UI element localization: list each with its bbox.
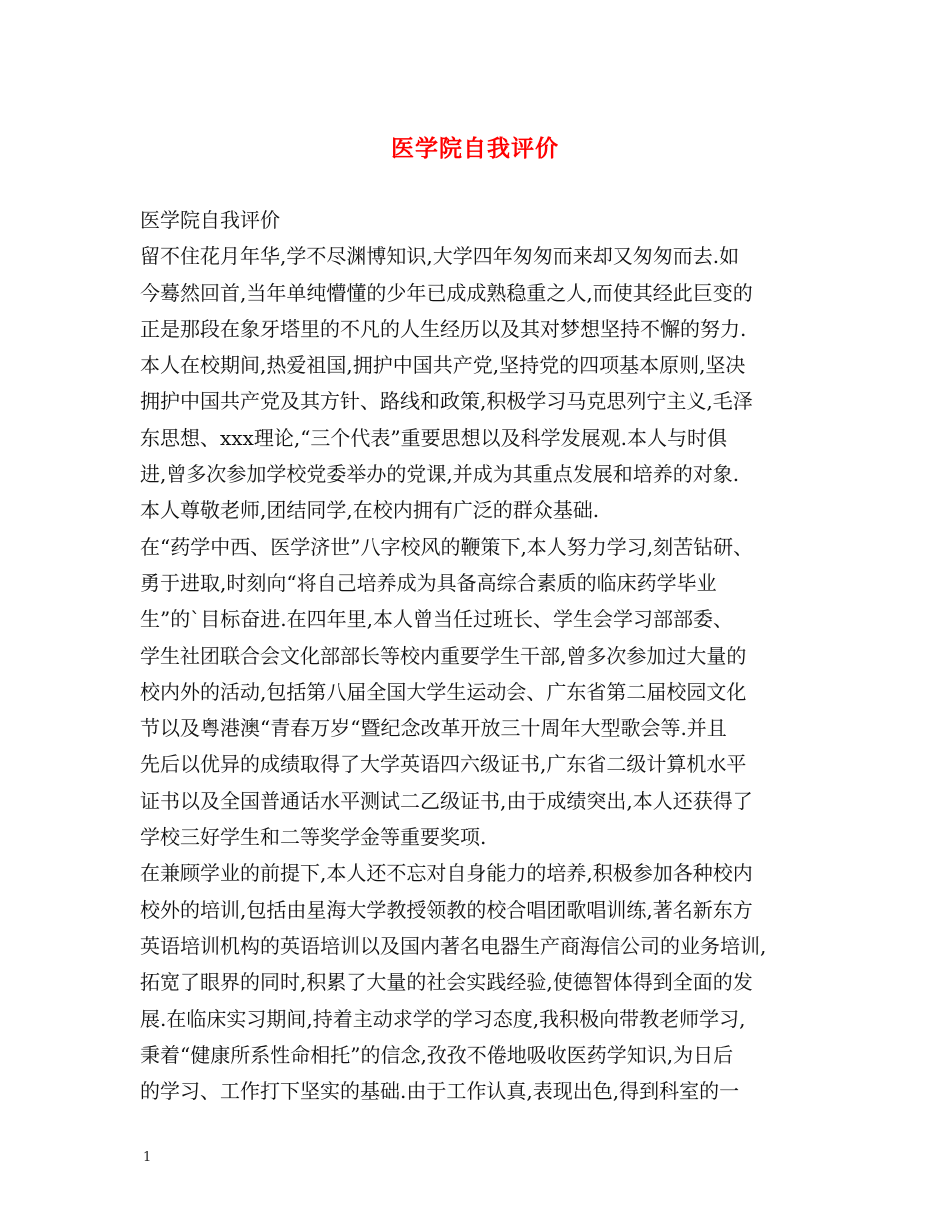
text-line: 学校三好学生和二等奖学金等重要奖项. bbox=[140, 825, 487, 850]
text-line: 学生社团联合会文化部部长等校内重要学生干部,曾多次参加过大量的 bbox=[140, 643, 747, 668]
text-line: 生”的`目标奋进.在四年里,本人曾当任过班长、学生会学习部部委、 bbox=[140, 607, 733, 632]
text-line: 进,曾多次参加学校党委举办的党课,并成为其重点发展和培养的对象. bbox=[140, 462, 740, 487]
text-line: 在“药学中西、医学济世”八字校风的鞭策下,本人努力学习,刻苦钻研、 bbox=[140, 534, 754, 559]
text-line: 本人在校期间,热爱祖国,拥护中国共产党,坚持党的四项基本原则,坚决 bbox=[140, 353, 746, 378]
text-line: 拥护中国共产党及其方针、路线和政策,积极学习马克思列宁主义,毛泽 bbox=[140, 389, 753, 414]
text-line: 证书以及全国普通话水平测试二乙级证书,由于成绩突出,本人还获得了 bbox=[140, 788, 753, 813]
text-line: 节以及粤港澳“青春万岁“暨纪念改革开放三十周年大型歌会等.并且 bbox=[140, 716, 727, 741]
text-line: 展.在临床实习期间,持着主动求学的学习态度,我积极向带教老师学习, bbox=[140, 1006, 746, 1031]
page-number: 1 bbox=[143, 1150, 152, 1165]
text-line: 校内外的活动,包括第八届全国大学生运动会、广东省第二届校园文化 bbox=[140, 679, 747, 704]
text-line: 勇于进取,时刻向“将自己培养成为具备高综合素质的临床药学毕业 bbox=[140, 570, 717, 595]
text-line: 在兼顾学业的前提下,本人还不忘对自身能力的培养,积极参加各种校内 bbox=[140, 861, 753, 886]
text-line: 校外的培训,包括由星海大学教授领教的校合唱团歌唱训练,著名新东方 bbox=[140, 897, 753, 922]
text-line: 留不住花月年华,学不尽渊博知识,大学四年匆匆而来却又匆匆而去.如 bbox=[140, 244, 740, 269]
text-line: 秉着“健康所系性命相托”的信念,孜孜不倦地吸收医药学知识,为日后 bbox=[140, 1042, 734, 1067]
text-line: 本人尊敬老师,团结同学,在校内拥有广泛的群众基础. bbox=[140, 498, 600, 523]
text-line: 英语培训机构的英语培训以及国内著名电器生产商海信公司的业务培训, bbox=[140, 933, 767, 958]
text-line: 东思想、xxx理论,“三个代表”重要思想以及科学发展观.本人与时俱 bbox=[140, 425, 728, 450]
document-body bbox=[140, 202, 830, 1109]
text-line: 今蓦然回首,当年单纯懵懂的少年已成成熟稳重之人,而使其经此巨变的 bbox=[140, 280, 753, 305]
text-line: 先后以优异的成绩取得了大学英语四六级证书,广东省二级计算机水平 bbox=[140, 752, 747, 777]
document-title: 医学院自我评价 bbox=[391, 136, 559, 162]
text-line: 的学习、工作打下坚实的基础.由于工作认真,表现出色,得到科室的一 bbox=[140, 1079, 740, 1104]
text-line: 拓宽了眼界的同时,积累了大量的社会实践经验,使德智体得到全面的发 bbox=[140, 970, 753, 995]
subtitle-line: 医学院自我评价 bbox=[140, 208, 280, 232]
text-line: 正是那段在象牙塔里的不凡的人生经历以及其对梦想坚持不懈的努力. bbox=[140, 316, 747, 341]
